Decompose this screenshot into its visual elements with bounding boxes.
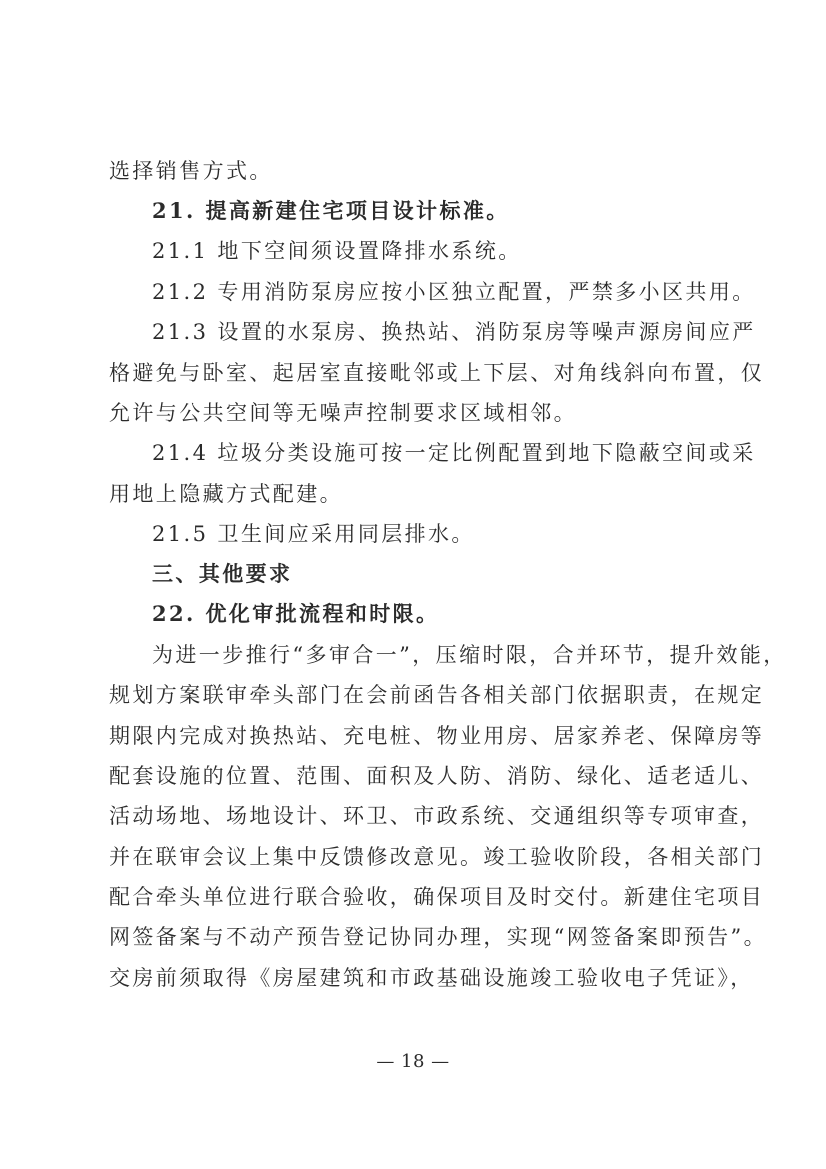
body-paragraph-line: 配套设施的位置、范围、面积及人防、消防、绿化、适老适儿、 <box>109 764 765 788</box>
subitem-21-2: 21.2 专用消防泵房应按小区独立配置，严禁多小区共用。 <box>152 280 756 304</box>
subitem-21-4: 21.4 垃圾分类设施可按一定比例配置到地下隐蔽空间或采 <box>152 441 756 465</box>
subitem-21-3: 21.3 设置的水泵房、换热站、消防泵房等噪声源房间应严 <box>152 320 756 344</box>
body-paragraph-line: 为进一步推行“多审合一”，压缩时限，合并环节，提升效能， <box>152 643 787 667</box>
page-number: — 18 — <box>376 1051 450 1072</box>
body-text-line: 选择销售方式。 <box>109 159 273 183</box>
body-text-line: 允许与公共空间等无噪声控制要求区域相邻。 <box>109 401 577 425</box>
body-text-line: 用地上隐藏方式配建。 <box>109 482 343 506</box>
body-text-line: 格避免与卧室、起居室直接毗邻或上下层、对角线斜向布置，仅 <box>109 361 765 385</box>
section-item-21-title: 21. 提高新建住宅项目设计标准。 <box>152 198 510 223</box>
body-paragraph-line: 规划方案联审牵头部门在会前函告各相关部门依据职责，在规定 <box>109 683 765 707</box>
subitem-21-5: 21.5 卫生间应采用同层排水。 <box>152 522 475 546</box>
section-item-22-title: 22. 优化审批流程和时限。 <box>152 601 440 626</box>
body-paragraph-line: 并在联审会议上集中反馈修改意见。竣工验收阶段，各相关部门 <box>109 845 765 869</box>
body-paragraph-line: 配合牵头单位进行联合验收，确保项目及时交付。新建住宅项目 <box>109 885 765 909</box>
subitem-21-1: 21.1 地下空间须设置降排水系统。 <box>152 239 522 263</box>
body-paragraph-line: 活动场地、场地设计、环卫、市政系统、交通组织等专项审查， <box>109 804 765 828</box>
body-paragraph-line: 网签备案与不动产预告登记协同办理，实现“网签备案即预告”。 <box>109 925 768 949</box>
section-heading-other-requirements: 三、其他要求 <box>152 562 293 586</box>
body-paragraph-line: 交房前须取得《房屋建筑和市政基础设施竣工验收电子凭证》， <box>109 966 754 990</box>
body-paragraph-line: 期限内完成对换热站、充电桩、物业用房、居家养老、保障房等 <box>109 724 765 748</box>
